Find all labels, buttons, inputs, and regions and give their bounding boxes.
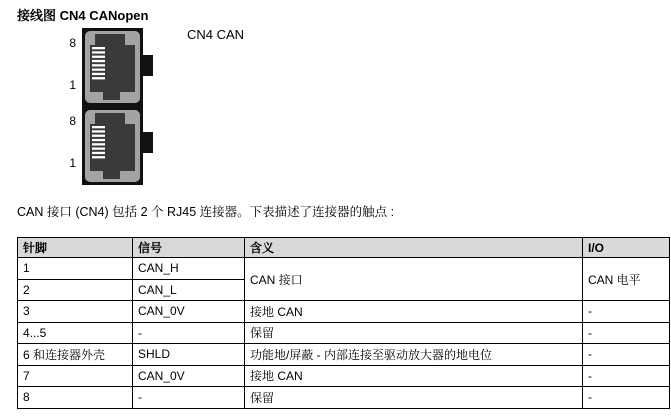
intro-paragraph: CAN 接口 (CN4) 包括 2 个 RJ45 连接器。下表描述了连接器的触点 : bbox=[17, 205, 395, 219]
table-row bbox=[18, 301, 670, 323]
cell-signal: CAN_H bbox=[133, 258, 245, 280]
rj45-jack-top-icon bbox=[85, 31, 140, 103]
cell-pin: 8 bbox=[18, 387, 133, 409]
cell-meaning: 功能地/屏蔽 - 内部连接至驱动放大器的地电位 bbox=[245, 344, 583, 366]
jack-bottom-side-tab bbox=[143, 132, 153, 153]
cell-signal: - bbox=[133, 387, 245, 409]
cell-pin: 3 bbox=[18, 301, 133, 323]
cell-pin: 7 bbox=[18, 365, 133, 387]
cell-io: - bbox=[583, 322, 670, 344]
pin-label-jack2-8: 8 bbox=[69, 114, 76, 128]
cell-meaning: 接地 CAN bbox=[245, 301, 583, 323]
rj45-connector-graphic bbox=[82, 28, 143, 185]
cell-signal: - bbox=[133, 322, 245, 344]
jack-top-side-tab bbox=[143, 55, 153, 76]
cell-io: - bbox=[583, 365, 670, 387]
cell-meaning: 接地 CAN bbox=[245, 365, 583, 387]
table-row bbox=[18, 344, 670, 366]
cell-pin: 6 和连接器外壳 bbox=[18, 344, 133, 366]
figure-caption: CN4 CAN bbox=[187, 27, 245, 42]
table-header-row bbox=[18, 238, 670, 258]
cell-pin: 2 bbox=[18, 279, 133, 301]
cell-signal: CAN_0V bbox=[133, 301, 245, 323]
cell-pin: 4...5 bbox=[18, 322, 133, 344]
cell-pin: 1 bbox=[18, 258, 133, 280]
table-row bbox=[18, 387, 670, 409]
cell-meaning: 保留 bbox=[245, 387, 583, 409]
table-row bbox=[18, 322, 670, 344]
pin-label-jack1-1: 1 bbox=[69, 78, 76, 92]
cell-signal: CAN_0V bbox=[133, 365, 245, 387]
cell-io: - bbox=[583, 387, 670, 409]
cell-io: - bbox=[583, 301, 670, 323]
cell-meaning: CAN 接口 bbox=[245, 258, 583, 301]
cell-signal: SHLD bbox=[133, 344, 245, 366]
page-title: 接线图 CN4 CANopen bbox=[17, 8, 149, 23]
pin-label-jack2-1: 1 bbox=[69, 156, 76, 170]
pin-label-jack1-8: 8 bbox=[69, 36, 76, 50]
cell-signal: CAN_L bbox=[133, 279, 245, 301]
column-header-io: I/O bbox=[583, 238, 670, 258]
column-header-signal: 信号 bbox=[133, 238, 245, 258]
column-header-meaning: 含义 bbox=[245, 238, 583, 258]
pin-assignment-table bbox=[17, 237, 670, 409]
table-row bbox=[18, 365, 670, 387]
rj45-jack-bottom-icon bbox=[85, 110, 140, 182]
table-row bbox=[18, 258, 670, 280]
cell-meaning: 保留 bbox=[245, 322, 583, 344]
cell-io: CAN 电平 bbox=[583, 258, 670, 301]
column-header-pin: 针脚 bbox=[18, 238, 133, 258]
cell-io: - bbox=[583, 344, 670, 366]
